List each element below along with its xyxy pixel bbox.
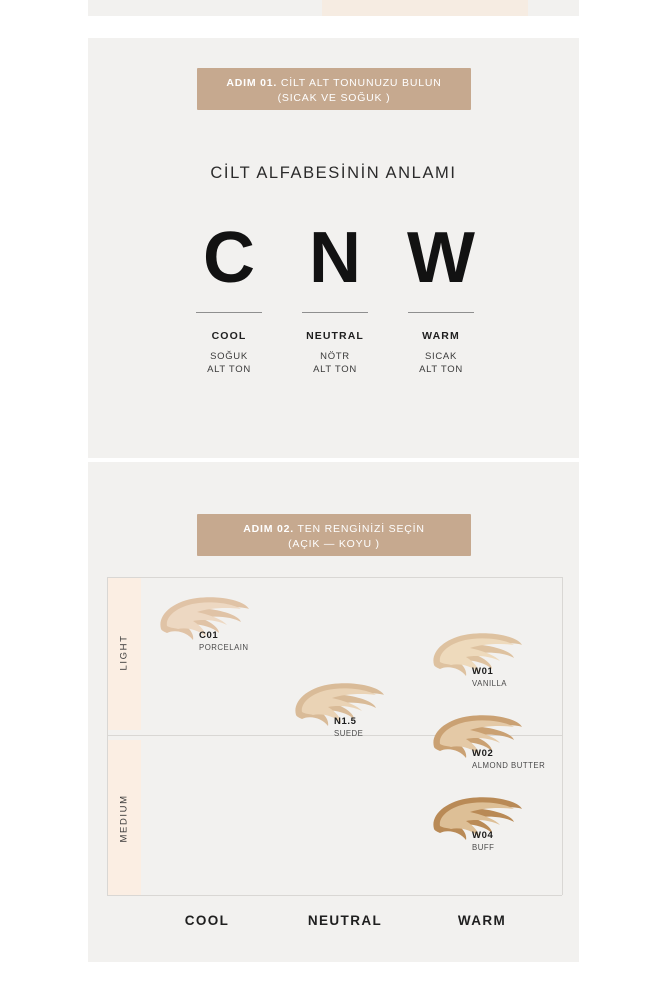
bottom-margin (0, 962, 667, 1000)
column-label-neutral: NEUTRAL (307, 913, 383, 928)
letter-column-cool (176, 218, 282, 376)
shade-caption-w04 (472, 829, 592, 852)
letter-glyph-c: C (203, 218, 255, 298)
step-02-subtitle: (AÇIK — KOYU ) (288, 538, 380, 550)
letter-label-cool: COOL (211, 330, 247, 342)
step-01-banner (197, 68, 471, 110)
letter-label-warm: WARM (422, 330, 460, 342)
shade-name-w01: VANILLA (472, 679, 507, 688)
letter-sub-cool (176, 350, 282, 376)
column-label-cool: COOL (184, 913, 230, 928)
step-01-subtitle: (SICAK VE SOĞUK ) (277, 92, 391, 104)
shade-name-c01: PORCELAIN (199, 643, 249, 652)
shade-caption-w02 (472, 747, 592, 770)
row-label-medium: MEDIUM (118, 794, 130, 843)
shade-code-c01: C01 (199, 630, 219, 641)
grid-line-bottom (107, 895, 562, 896)
step-02-banner (197, 514, 471, 556)
top-strip-accent (322, 0, 528, 16)
step-01-title: CİLT ALT TONUNUZU BULUN (280, 77, 442, 89)
shade-matrix (88, 577, 579, 962)
section-step-01 (88, 38, 579, 458)
letter-column-warm (388, 218, 494, 376)
shade-code-n15: N1.5 (334, 716, 357, 727)
letter-sub-cool-line1: SOĞUK (210, 351, 248, 362)
letter-sub-neutral-line1: NÖTR (320, 351, 350, 362)
letter-label-neutral: NEUTRAL (306, 330, 364, 342)
step-01-prefix: ADIM 01. (226, 77, 278, 89)
shade-swatch-c01[interactable] (153, 589, 253, 653)
shade-name-w04: BUFF (472, 843, 495, 852)
section-step-02 (88, 462, 579, 962)
shade-swatch-w01[interactable] (426, 625, 526, 689)
grid-line-top (107, 577, 562, 578)
shade-name-n15: SUEDE (334, 729, 364, 738)
letter-column-neutral (282, 218, 388, 376)
letter-sub-neutral (282, 350, 388, 376)
row-label-light: LIGHT (118, 634, 130, 671)
top-strip (88, 0, 579, 16)
shade-swatch-w02[interactable] (426, 707, 546, 771)
divider-w (408, 312, 474, 313)
skin-alphabet-group (176, 218, 496, 418)
shade-code-w04: W04 (472, 830, 494, 841)
shade-swatch-n15[interactable] (288, 675, 388, 739)
shade-code-w02: W02 (472, 748, 494, 759)
letter-sub-warm (388, 350, 494, 376)
letter-sub-cool-line2: ALT TON (207, 364, 251, 375)
section-heading: CİLT ALFABESİNİN ANLAMI (210, 164, 457, 182)
divider-c (196, 312, 262, 313)
column-label-warm: WARM (457, 913, 507, 928)
column-labels (107, 913, 562, 933)
step-02-title-line (197, 523, 471, 535)
step-01-title-line (197, 77, 471, 89)
grid-line-left (107, 577, 108, 895)
shade-swatch-w04[interactable] (426, 789, 526, 853)
shade-name-w02: ALMOND BUTTER (472, 761, 546, 770)
step-02-title: TEN RENGİNİZİ SEÇİN (297, 523, 425, 535)
divider-n (302, 312, 368, 313)
letter-sub-neutral-line2: ALT TON (313, 364, 357, 375)
shade-caption-c01 (199, 629, 319, 652)
shade-code-w01: W01 (472, 666, 494, 677)
letter-glyph-n: N (309, 218, 361, 298)
letter-glyph-w: W (407, 218, 475, 298)
shade-caption-w01 (472, 665, 592, 688)
step-02-prefix: ADIM 02. (243, 523, 294, 535)
letter-sub-warm-line2: ALT TON (419, 364, 463, 375)
letter-sub-warm-line1: SICAK (424, 351, 457, 362)
